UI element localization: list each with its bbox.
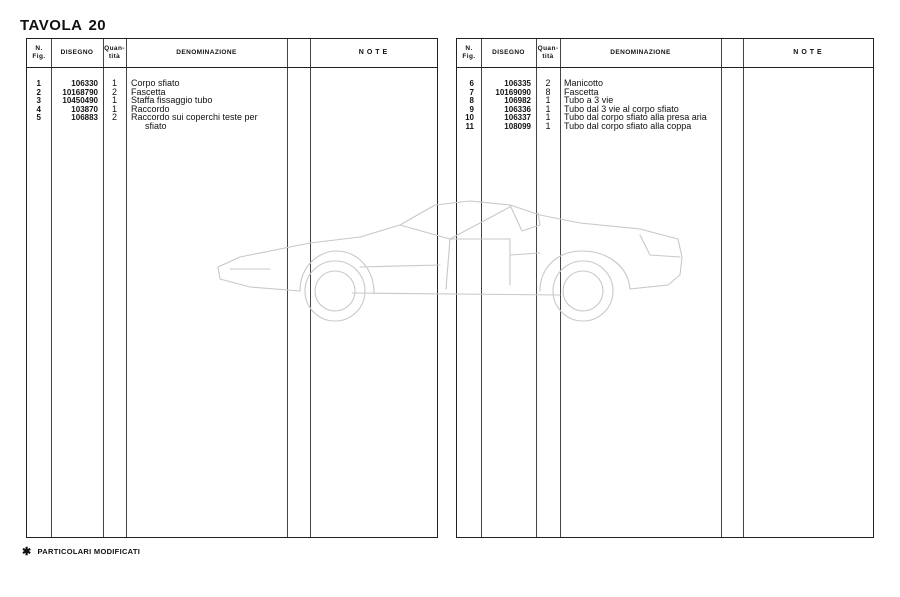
row-denominazione: Tubo dal 3 vie al corpo sfiato [564,103,679,114]
table-row [457,88,873,97]
row-fig: 4 [36,104,41,114]
row-fig: 10 [465,113,474,123]
row-denominazione: Raccordo [131,103,170,114]
row-disegno: 10450490 [62,96,98,106]
header-divider [457,67,873,68]
row-disegno: 10168790 [62,87,98,97]
header-denominazione: DENOMINAZIONE [176,49,237,56]
header-qty-line1: Quan- [104,45,125,52]
row-qty: 1 [545,103,551,114]
row-fig: 11 [465,121,474,131]
header-fig-line2: Fig. [462,53,476,60]
title-word: TAVOLA [20,17,83,34]
header-fig-line2: Fig. [32,53,46,60]
header-note: NOTE [358,49,391,56]
table-row [27,79,437,88]
footer-text: PARTICOLARI MODIFICATI [37,547,141,556]
row-fig: 1 [36,79,41,88]
header-quantita [536,39,560,67]
row-fig: 9 [469,104,474,114]
row-qty: 2 [545,78,551,88]
row-denominazione: Staffa fissaggio tubo [131,95,213,106]
header-fig [27,39,51,67]
row-disegno: 108099 [504,121,531,131]
row-disegno: 103870 [71,104,98,114]
row-qty: 1 [111,78,117,88]
table-rows-right [457,79,873,131]
asterisk-icon: ✱ [22,546,32,558]
row-qty: 1 [545,120,551,131]
header-quantita [103,39,126,67]
table-row [27,96,437,105]
header-fig-line1: N. [35,45,43,52]
row-fig: 7 [469,87,474,97]
row-denominazione: Corpo sfiato [131,78,180,88]
row-disegno: 106330 [71,79,98,88]
row-qty: 2 [111,112,117,123]
row-denominazione: Tubo dal corpo sfiato alla presa aria [564,112,707,123]
row-qty: 8 [545,86,551,97]
title-number: 20 [88,17,107,34]
table-row [457,122,873,131]
row-fig: 8 [469,96,474,106]
header-disegno: DISEGNO [492,49,525,56]
table-rows-left [27,79,437,131]
table-row [457,79,873,88]
header-fig [457,39,481,67]
row-denominazione: Tubo dal corpo sfiato alla coppa [564,120,692,131]
row-fig: 6 [469,79,474,88]
header-disegno: DISEGNO [60,49,94,56]
row-fig: 2 [36,87,41,97]
row-fig: 3 [36,96,41,106]
header-qty-line2: tità [542,53,554,60]
row-qty: 1 [111,95,117,106]
row-disegno: 106335 [504,79,531,88]
header-note: NOTE [793,49,825,56]
row-denominazione: Raccordo sui coperchi teste per [131,112,258,123]
row-disegno: 10169090 [495,87,531,97]
table-row [27,88,437,97]
row-qty: 1 [545,95,551,106]
footer-note [22,545,140,558]
row-disegno: 106337 [504,113,531,123]
row-disegno: 106883 [71,113,98,123]
row-denominazione: Manicotto [564,78,604,88]
header-divider [27,67,437,68]
row-qty: 1 [111,103,117,114]
row-fig: 5 [36,113,41,123]
table-row [27,113,437,122]
header-qty-line2: tità [108,53,121,60]
row-disegno: 106336 [504,104,531,114]
header-fig-line1: N. [465,45,473,52]
row-disegno: 106982 [504,96,531,106]
row-denominazione: Fascetta [131,86,166,97]
header-denominazione: DENOMINAZIONE [610,49,671,56]
row-denominazione-continued: sfiato [145,120,167,131]
table-row [27,122,437,131]
row-denominazione: Tubo a 3 vie [564,95,614,106]
row-qty: 1 [545,112,551,123]
page-title [20,17,106,34]
row-qty: 2 [111,86,117,97]
row-denominazione: Fascetta [564,86,599,97]
header-qty-line1: Quan- [537,45,559,52]
car-silhouette-icon [210,195,690,330]
